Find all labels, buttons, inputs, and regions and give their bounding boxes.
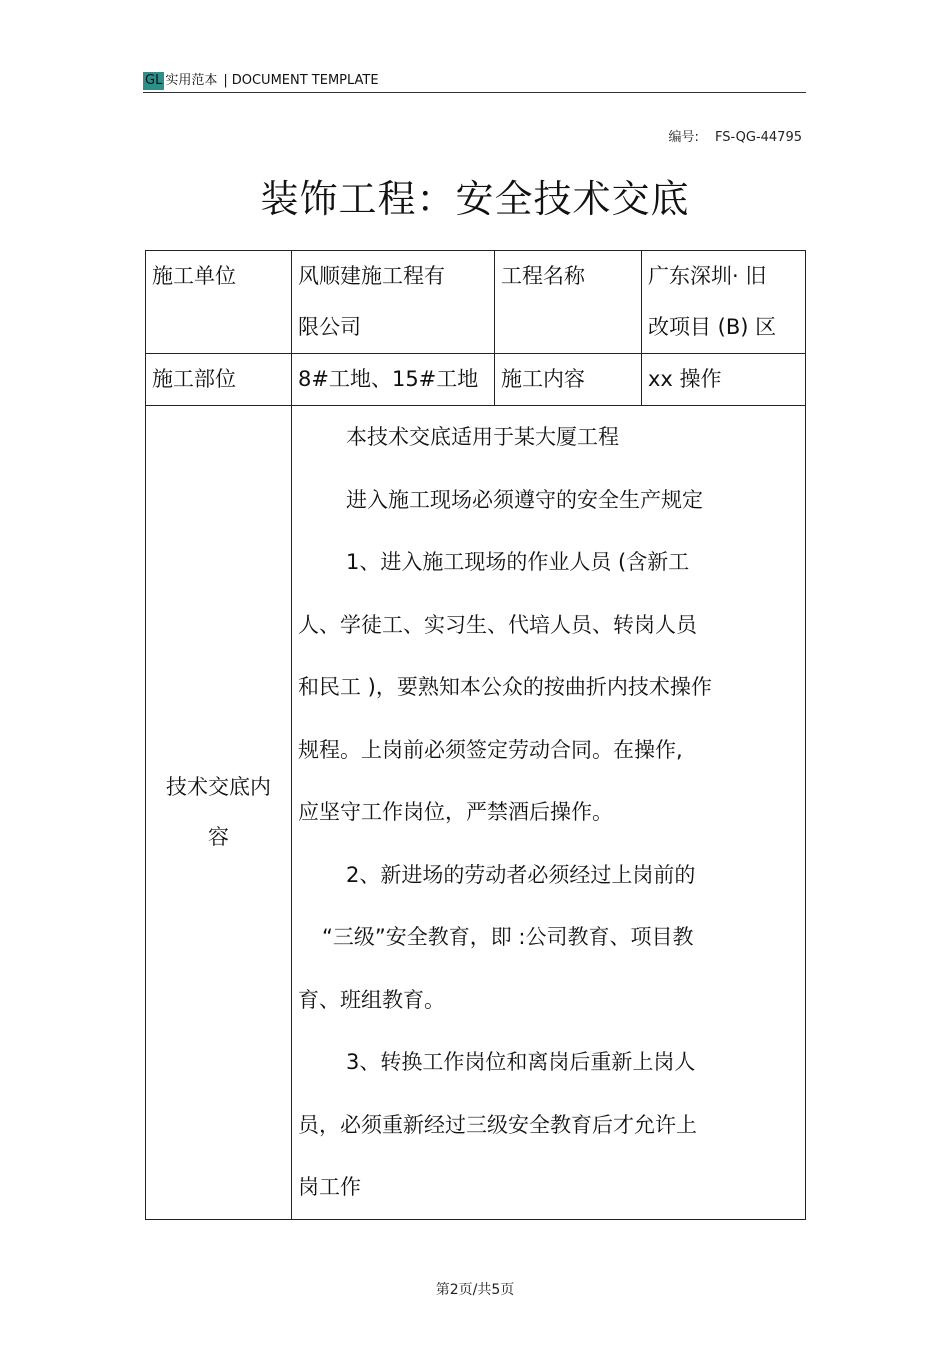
- header-separator: |: [223, 73, 228, 88]
- cell-text-line: 限公司: [298, 315, 361, 339]
- table-row: [146, 251, 806, 354]
- content-line: 人、学徒工、实习生、代培人员、转岗人员: [298, 612, 697, 637]
- content-line: 进入施工现场必须遵守的安全生产规定: [346, 487, 703, 512]
- content-line: 应坚守工作岗位，严禁酒后操作。: [298, 800, 613, 824]
- document-number: [668, 126, 802, 145]
- cell-text: xx 操作: [648, 367, 722, 391]
- page-title: 装饰工程：安全技术交底: [260, 177, 690, 221]
- cell-text-line: 广东深圳· 旧: [648, 264, 767, 288]
- cell-text-line: 容: [208, 825, 229, 850]
- cell-text: 工程名称: [501, 264, 585, 288]
- cell-text: 施工内容: [501, 367, 585, 391]
- content-line: 本技术交底适用于某大厦工程: [346, 425, 619, 449]
- content-line: 1、进入施工现场的作业人员 (含新工: [346, 550, 690, 574]
- logo-badge: GL: [145, 73, 163, 88]
- construction-site-label: [146, 354, 292, 406]
- page-header: [143, 70, 806, 93]
- content-line: 规程。上岗前必须签定劳动合同。在操作,: [298, 737, 683, 762]
- page-footer: 第2页/共5页: [435, 1282, 515, 1298]
- cell-text: 施工部位: [152, 367, 236, 391]
- content-line: 2、新进场的劳动者必须经过上岗前的: [346, 862, 696, 887]
- document-number-value: FS-QG-44795: [714, 130, 802, 145]
- content-line: 岗工作: [298, 1175, 361, 1199]
- content-line: 育、班组教育。: [298, 987, 445, 1012]
- table-row: [146, 406, 806, 1220]
- content-line: 员，必须重新经过三级安全教育后才允许上: [298, 1112, 697, 1137]
- construction-unit-label: [146, 251, 292, 354]
- project-name-label: [495, 251, 642, 354]
- table-row: [146, 354, 806, 406]
- cell-text: 8#工地、15#工地: [298, 367, 479, 391]
- cell-text-line: 风顺建施工程有: [298, 264, 445, 288]
- content-line: “三级”安全教育，即 :公司教育、项目教: [322, 925, 694, 949]
- content-line: 和民工 )，要熟知本公众的按曲折内技术操作: [298, 675, 712, 699]
- disclosure-content-label: [146, 406, 292, 1220]
- construction-site-value: [292, 354, 495, 406]
- disclosure-content-body: [292, 406, 806, 1220]
- header-template-label: DOCUMENT TEMPLATE: [231, 73, 379, 88]
- cell-text: 施工单位: [152, 264, 236, 288]
- cell-text-line: 技术交底内: [166, 775, 271, 800]
- content-line: 3、转换工作岗位和离岗后重新上岗人: [346, 1050, 696, 1074]
- cell-text-line: 改项目 (B) 区: [648, 315, 777, 339]
- construction-unit-value: [292, 251, 495, 354]
- disclosure-table: [145, 250, 806, 1220]
- construction-content-value: [642, 354, 806, 406]
- header-brand: 实用范本: [165, 73, 218, 88]
- construction-content-label: [495, 354, 642, 406]
- document-number-label: 编号:: [668, 130, 699, 145]
- project-name-value: [642, 251, 806, 354]
